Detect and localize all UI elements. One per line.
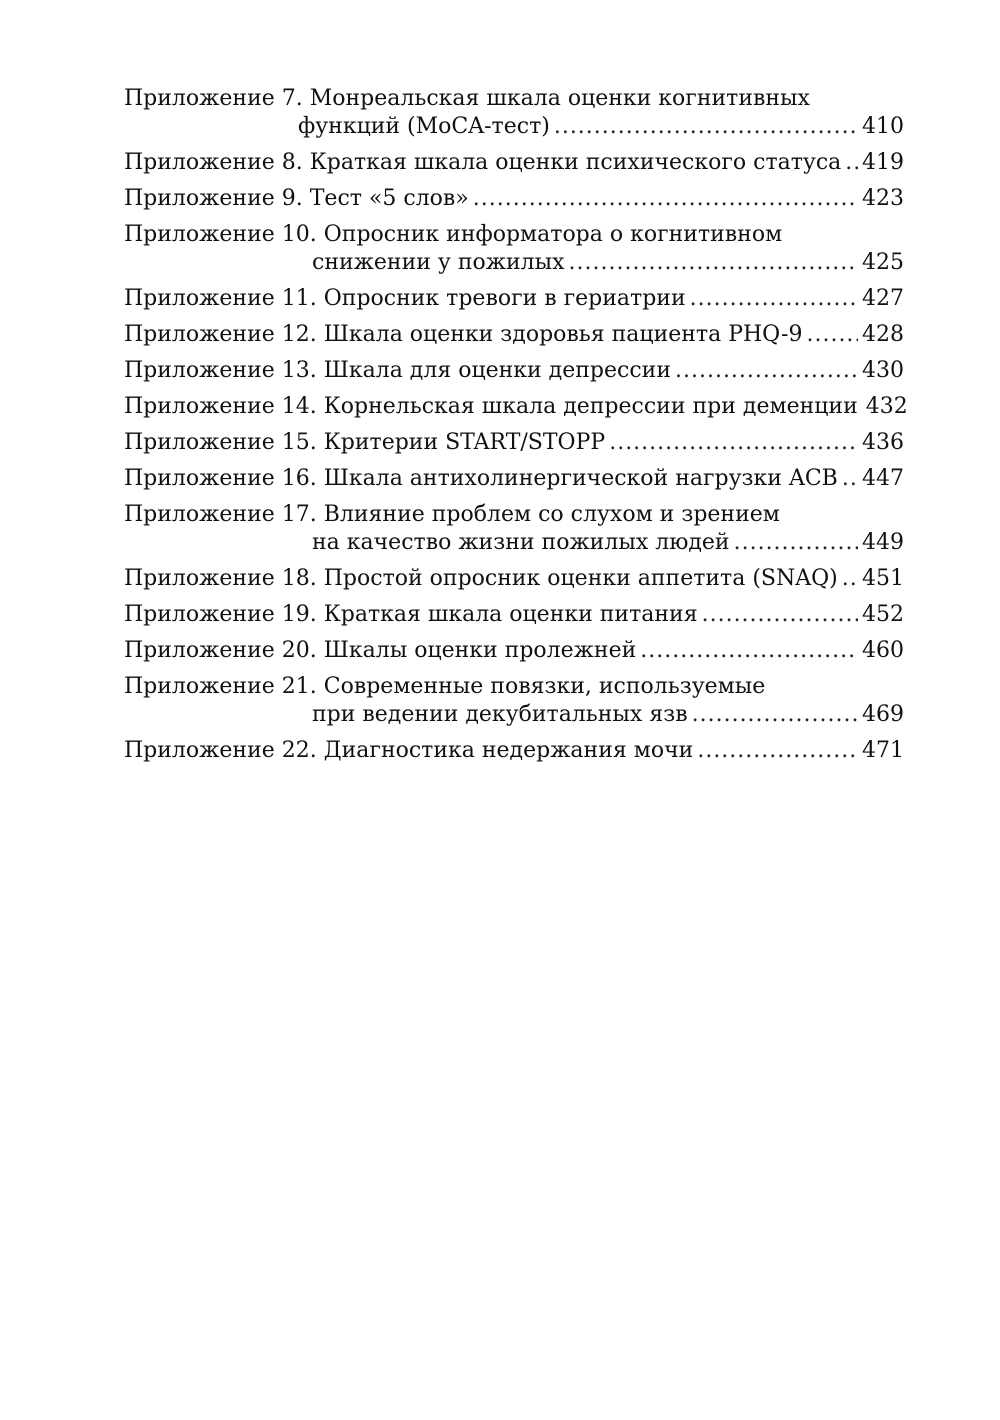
toc-entry-title: Шкала антихолинергической нагрузки ACB bbox=[323, 466, 838, 491]
dot-leader bbox=[569, 249, 858, 277]
toc-entry-page-number: 451 bbox=[862, 566, 904, 591]
toc-entry[interactable] bbox=[124, 429, 904, 457]
toc-entry-text bbox=[124, 737, 693, 765]
toc-entry[interactable] bbox=[124, 185, 904, 213]
toc-entry-title: Простой опросник оценки аппетита (SNAQ) bbox=[323, 566, 838, 591]
toc-entry-page-number: 447 bbox=[862, 466, 904, 491]
dot-leader bbox=[845, 149, 858, 177]
toc-entry[interactable] bbox=[124, 357, 904, 385]
toc-entry[interactable] bbox=[124, 393, 908, 421]
toc-entry-title: Тест «5 слов» bbox=[309, 186, 469, 211]
toc-entry-text bbox=[124, 601, 698, 629]
dot-leader bbox=[842, 465, 858, 493]
toc-entry-page-number: 427 bbox=[862, 286, 904, 311]
toc-entry-page-number: 460 bbox=[862, 638, 904, 663]
toc-entry-title-continuation: снижении у пожилых bbox=[312, 250, 565, 275]
toc-entry-prefix: Приложение 19. bbox=[124, 602, 317, 627]
toc-entry[interactable] bbox=[124, 565, 904, 593]
toc-entry-prefix: Приложение 22. bbox=[124, 738, 317, 763]
toc-entry-first-line bbox=[124, 85, 904, 113]
toc-entry-second-line bbox=[124, 249, 904, 277]
toc-entry-title: Критерии START/STOPP bbox=[323, 430, 606, 455]
toc-entry-title-continuation: функций (MoCA-тест) bbox=[298, 114, 550, 139]
dot-leader bbox=[842, 565, 858, 593]
toc-entry[interactable] bbox=[124, 501, 904, 557]
toc-entry-page-number: 452 bbox=[862, 602, 904, 627]
toc-entry-page-number: 471 bbox=[862, 738, 904, 763]
toc-entry-second-line bbox=[124, 113, 904, 141]
dot-leader bbox=[806, 321, 858, 349]
toc-entry-page-number: 419 bbox=[862, 150, 904, 175]
dot-leader bbox=[640, 637, 858, 665]
toc-entry-text bbox=[124, 637, 636, 665]
toc-entry-page-number: 410 bbox=[862, 114, 904, 139]
toc-entry-first-line bbox=[124, 501, 904, 529]
toc-entry-prefix: Приложение 11. bbox=[124, 286, 317, 311]
toc-entry-title: Опросник тревоги в гериатрии bbox=[323, 286, 686, 311]
toc-entry[interactable] bbox=[124, 601, 904, 629]
toc-entry-page-number: 425 bbox=[862, 250, 904, 275]
toc-entry-text bbox=[124, 185, 469, 213]
toc-entry-title: Корнельская шкала депрессии при деменции bbox=[323, 394, 858, 419]
toc-entry-text bbox=[124, 285, 686, 313]
toc-entry-prefix: Приложение 20. bbox=[124, 638, 317, 663]
toc-entry-title: Краткая шкала оценки психического статуса bbox=[309, 150, 842, 175]
toc-entry-second-line bbox=[124, 701, 904, 729]
toc-entry-prefix: Приложение 10. bbox=[124, 222, 317, 247]
dot-leader bbox=[702, 601, 858, 629]
dot-leader bbox=[692, 701, 858, 729]
toc-entry[interactable] bbox=[124, 321, 904, 349]
toc-entry-prefix: Приложение 7. bbox=[124, 86, 303, 111]
toc-entry-text bbox=[124, 465, 838, 493]
dot-leader bbox=[734, 529, 858, 557]
toc-entry-title: Современные повязки, используемые bbox=[323, 674, 766, 699]
toc-entry-page-number: 469 bbox=[862, 702, 904, 727]
dot-leader bbox=[554, 113, 858, 141]
toc-entry-page-number: 428 bbox=[862, 322, 904, 347]
toc-entry-page-number: 436 bbox=[862, 430, 904, 455]
toc-entry-title: Диагностика недержания мочи bbox=[323, 738, 694, 763]
toc-entry-title-continuation: на качество жизни пожилых людей bbox=[312, 530, 730, 555]
toc-entry-first-line bbox=[124, 221, 904, 249]
toc-entry-title: Шкала для оценки депрессии bbox=[323, 358, 671, 383]
toc-entry-prefix: Приложение 18. bbox=[124, 566, 317, 591]
table-of-contents bbox=[124, 85, 908, 773]
dot-leader bbox=[473, 185, 858, 213]
toc-entry[interactable] bbox=[124, 285, 904, 313]
toc-entry-text bbox=[124, 357, 671, 385]
toc-entry-title: Шкалы оценки пролежней bbox=[323, 638, 637, 663]
toc-entry[interactable] bbox=[124, 637, 904, 665]
toc-entry-prefix: Приложение 17. bbox=[124, 502, 317, 527]
toc-entry-prefix: Приложение 13. bbox=[124, 358, 317, 383]
toc-entry[interactable] bbox=[124, 221, 904, 277]
toc-entry-text bbox=[124, 149, 841, 177]
toc-entry-prefix: Приложение 12. bbox=[124, 322, 317, 347]
dot-leader bbox=[675, 357, 858, 385]
toc-entry-text bbox=[124, 321, 802, 349]
toc-entry-page-number: 432 bbox=[865, 394, 908, 419]
toc-entry[interactable] bbox=[124, 673, 904, 729]
toc-entry-title-continuation: при ведении декубитальных язв bbox=[312, 702, 688, 727]
toc-entry-title: Шкала оценки здоровья пациента PHQ-9 bbox=[323, 322, 803, 347]
toc-entry[interactable] bbox=[124, 149, 904, 177]
toc-entry-page-number: 430 bbox=[862, 358, 904, 383]
toc-entry-title: Влияние проблем со слухом и зрением bbox=[323, 502, 780, 527]
toc-entry-prefix: Приложение 16. bbox=[124, 466, 317, 491]
toc-entry[interactable] bbox=[124, 737, 904, 765]
toc-entry-prefix: Приложение 14. bbox=[124, 394, 317, 419]
toc-entry-second-line bbox=[124, 529, 904, 557]
toc-entry-prefix: Приложение 15. bbox=[124, 430, 317, 455]
toc-entry-title: Опросник информатора о когнитивном bbox=[323, 222, 783, 247]
toc-entry-title: Краткая шкала оценки питания bbox=[323, 602, 698, 627]
dot-leader bbox=[690, 285, 858, 313]
toc-entry-title: Монреальская шкала оценки когнитивных bbox=[309, 86, 810, 111]
toc-entry-text bbox=[124, 393, 858, 421]
dot-leader bbox=[609, 429, 858, 457]
toc-entry-text bbox=[124, 565, 838, 593]
toc-entry-page-number: 423 bbox=[862, 186, 904, 211]
toc-entry[interactable] bbox=[124, 465, 904, 493]
toc-entry-prefix: Приложение 8. bbox=[124, 150, 303, 175]
toc-entry-text bbox=[124, 429, 605, 457]
toc-entry-first-line bbox=[124, 673, 904, 701]
toc-entry-prefix: Приложение 9. bbox=[124, 186, 303, 211]
dot-leader bbox=[697, 737, 858, 765]
toc-entry-page-number: 449 bbox=[862, 530, 904, 555]
toc-entry[interactable] bbox=[124, 85, 904, 141]
toc-entry-prefix: Приложение 21. bbox=[124, 674, 317, 699]
